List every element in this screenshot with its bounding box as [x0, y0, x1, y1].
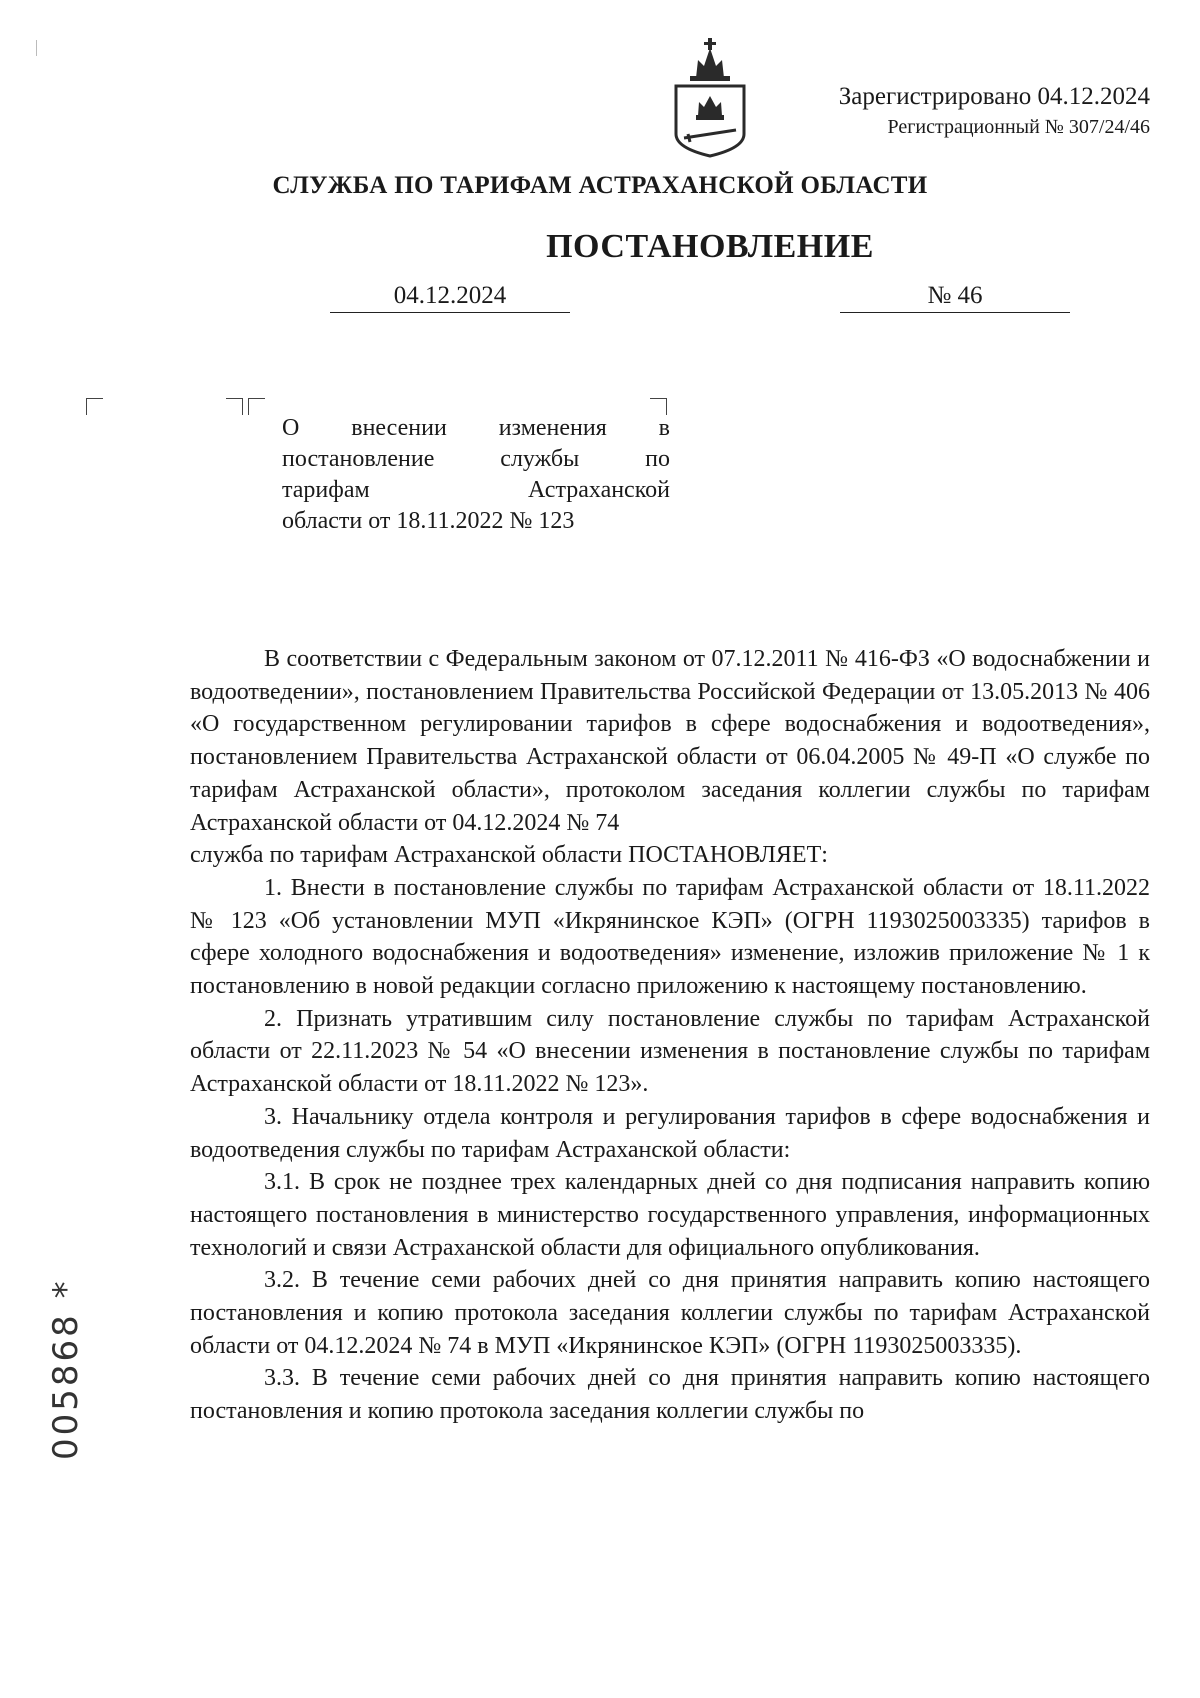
- scan-mark: [36, 40, 37, 56]
- corner-mark: [226, 398, 243, 415]
- subject-line: О внесении изменения в: [282, 415, 670, 441]
- subject-line: постановление службы по: [282, 446, 670, 472]
- side-serial-stamp: 005868 *: [46, 1278, 86, 1460]
- clause-3-2: 3.2. В течение семи рабочих дней со дня принятия направить копию настоящего постановления и копию протокола заседания коллегии службы по тарифам Астраханской области от 04.12.2024 № 74 в МУП «Икрянинское КЭП» (ОГРН 1193025003335).: [190, 1267, 1150, 1359]
- preamble-paragraph: В соответствии с Федеральным законом от 07.12.2011 № 416-ФЗ «О водоснабжении и водоотведении», постановлением Правительства Российской Федерации от 13.05.2013 № 406 «О государственном регулировании тарифов в сфере водоснабжения и водоотведения», постановлением Правительства Астраханской области от 06.04.2005 № 49-П «О службе по тарифам Астраханской области», протоколом заседания коллегии службы по тарифам Астраханской области от 04.12.2024 № 74: [190, 646, 1150, 836]
- registration-number: Регистрационный № 307/24/46: [887, 116, 1150, 138]
- registration-date: Зарегистрировано 04.12.2024: [838, 83, 1150, 110]
- subject-line: области от 18.11.2022 № 123: [282, 508, 575, 534]
- document-type: ПОСТАНОВЛЕНИЕ: [546, 228, 874, 265]
- clause-1: 1. Внести в постановление службы по тарифам Астраханской области от 18.11.2022 № 123 «Об установлении МУП «Икрянинское КЭП» (ОГРН 1193025003335) тарифов в сфере холодного водоснабжения и водоотведения» изменение, изложив приложение № 1 к постановлению в новой редакции согласно приложению к настоящему постановлению.: [190, 874, 1150, 1000]
- clause-3-3: 3.3. В течение семи рабочих дней со дня принятия направить копию настоящего постановления и копию протокола заседания коллегии службы по: [190, 1365, 1150, 1425]
- clause-2: 2. Признать утратившим силу постановление службы по тарифам Астраханской области от 22.11.2023 № 54 «О внесении изменения в постановление службы по тарифам Астраханской области от 18.11.2022 № 123».: [190, 1005, 1150, 1098]
- resolves-line: служба по тарифам Астраханской области ПОСТАНОВЛЯЕТ:: [190, 842, 828, 869]
- document-body: [190, 643, 1150, 1428]
- clause-3: 3. Начальнику отдела контроля и регулирования тарифов в сфере водоснабжения и водоотведения службы по тарифам Астраханской области:: [190, 1103, 1150, 1163]
- agency-title: СЛУЖБА ПО ТАРИФАМ АСТРАХАНСКОЙ ОБЛАСТИ: [272, 172, 928, 199]
- document-number: № 46: [840, 282, 1070, 313]
- subject-block: [282, 413, 670, 537]
- corner-mark: [248, 398, 265, 415]
- document-date: 04.12.2024: [330, 282, 570, 313]
- subject-line: тарифам Астраханской: [282, 477, 670, 503]
- registration-block: [839, 80, 1150, 140]
- clause-3-1: 3.1. В срок не позднее трех календарных дней со дня подписания направить копию настоящего постановления в министерство государственного управления, информационных технологий и связи Астраханской области для официального опубликования.: [190, 1169, 1150, 1261]
- corner-mark: [86, 398, 103, 415]
- coat-of-arms-emblem: [668, 30, 752, 160]
